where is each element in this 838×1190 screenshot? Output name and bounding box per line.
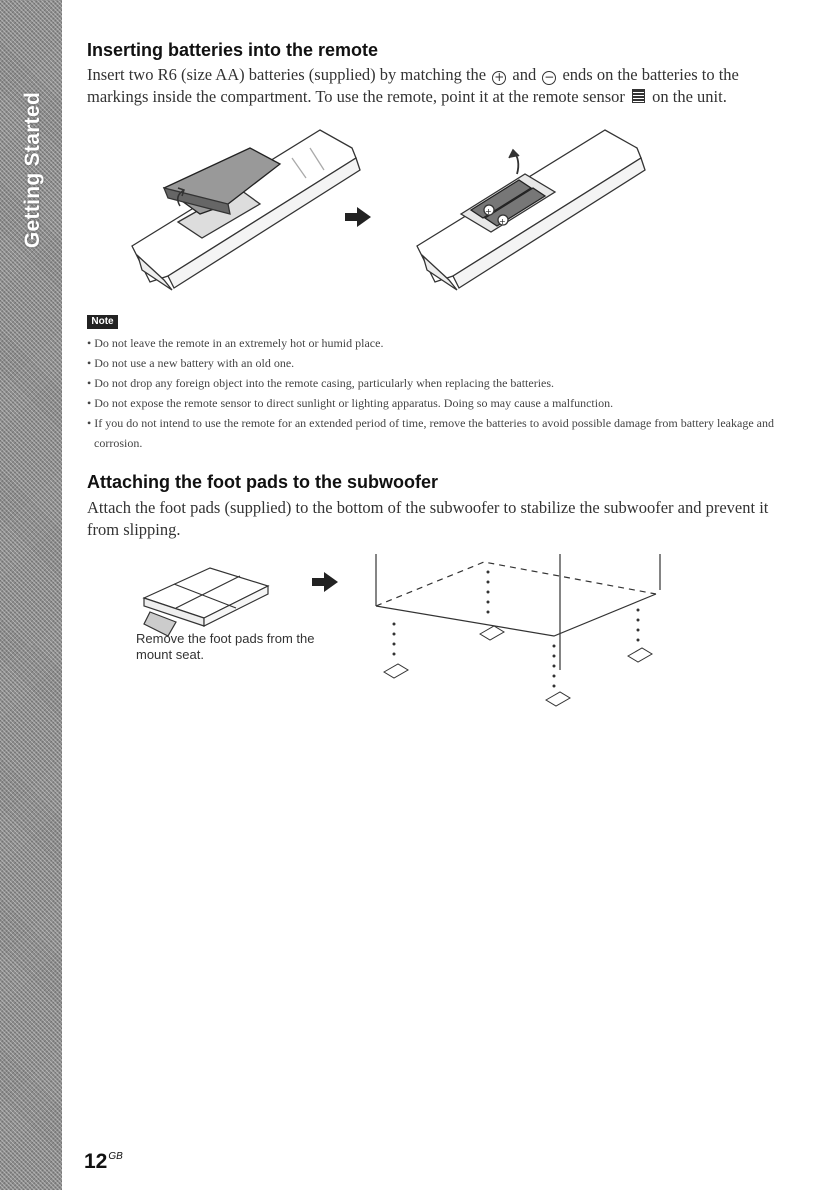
remote-sensor-icon bbox=[632, 89, 645, 103]
note-list bbox=[87, 333, 787, 453]
plus-symbol-icon: + bbox=[494, 70, 505, 84]
section-heading-foot-pads: Attaching the foot pads to the subwoofer bbox=[87, 472, 438, 492]
section-sidebar bbox=[0, 0, 62, 1190]
svg-text:+: + bbox=[485, 207, 492, 216]
note-item: • Do not drop any foreign object into the remote casing, particularly when replacing the batteries. bbox=[87, 373, 787, 393]
section-heading-batteries: Inserting batteries into the remote bbox=[87, 40, 379, 60]
subwoofer-pads-illustration bbox=[370, 550, 670, 710]
foot-pad-sheet-illustration bbox=[140, 560, 300, 640]
instructions-text-2: and bbox=[512, 65, 537, 84]
step-arrow-icon-2 bbox=[310, 570, 340, 594]
minus-symbol-icon: − bbox=[544, 70, 555, 84]
instructions-text-5: on the unit. bbox=[652, 87, 727, 106]
instructions-text-1: Insert two R6 (size AA) batteries (supplied) by matching the bbox=[87, 65, 487, 84]
page-number-suffix: GB bbox=[108, 1151, 123, 1162]
note-item: • If you do not intend to use the remote for an extended period of time, remove the batteries to avoid possible damage from battery leakage and corrosion. bbox=[87, 413, 787, 453]
sidebar-section-label-box bbox=[8, 90, 58, 250]
foot-pad-caption: Remove the foot pads from the mount seat. bbox=[136, 631, 315, 662]
svg-text:+: + bbox=[499, 217, 506, 226]
note-badge: Note bbox=[87, 315, 118, 329]
remote-lid-illustration bbox=[120, 118, 380, 298]
batteries-instructions bbox=[87, 64, 807, 108]
sidebar-section-label: Getting Started bbox=[21, 91, 44, 249]
foot-pads-instructions: Attach the foot pads (supplied) to the bottom of the subwoofer to stabilize the subwoofer and prevent it from slipping. bbox=[87, 498, 769, 539]
instructions-text-3: ends on the batteries to the bbox=[562, 65, 739, 84]
remote-batteries-illustration bbox=[405, 118, 665, 298]
instructions-text-4: markings inside the compartment. To use the remote, point it at the remote sensor bbox=[87, 87, 625, 106]
note-item: • Do not expose the remote sensor to direct sunlight or lighting apparatus. Doing so may cause a malfunction. bbox=[87, 393, 787, 413]
page-number bbox=[84, 1150, 123, 1174]
note-item: • Do not leave the remote in an extremely hot or humid place. bbox=[87, 333, 787, 353]
page-number-value: 12 bbox=[84, 1150, 108, 1173]
step-arrow-icon bbox=[343, 205, 373, 229]
note-item: • Do not use a new battery with an old one. bbox=[87, 353, 787, 373]
